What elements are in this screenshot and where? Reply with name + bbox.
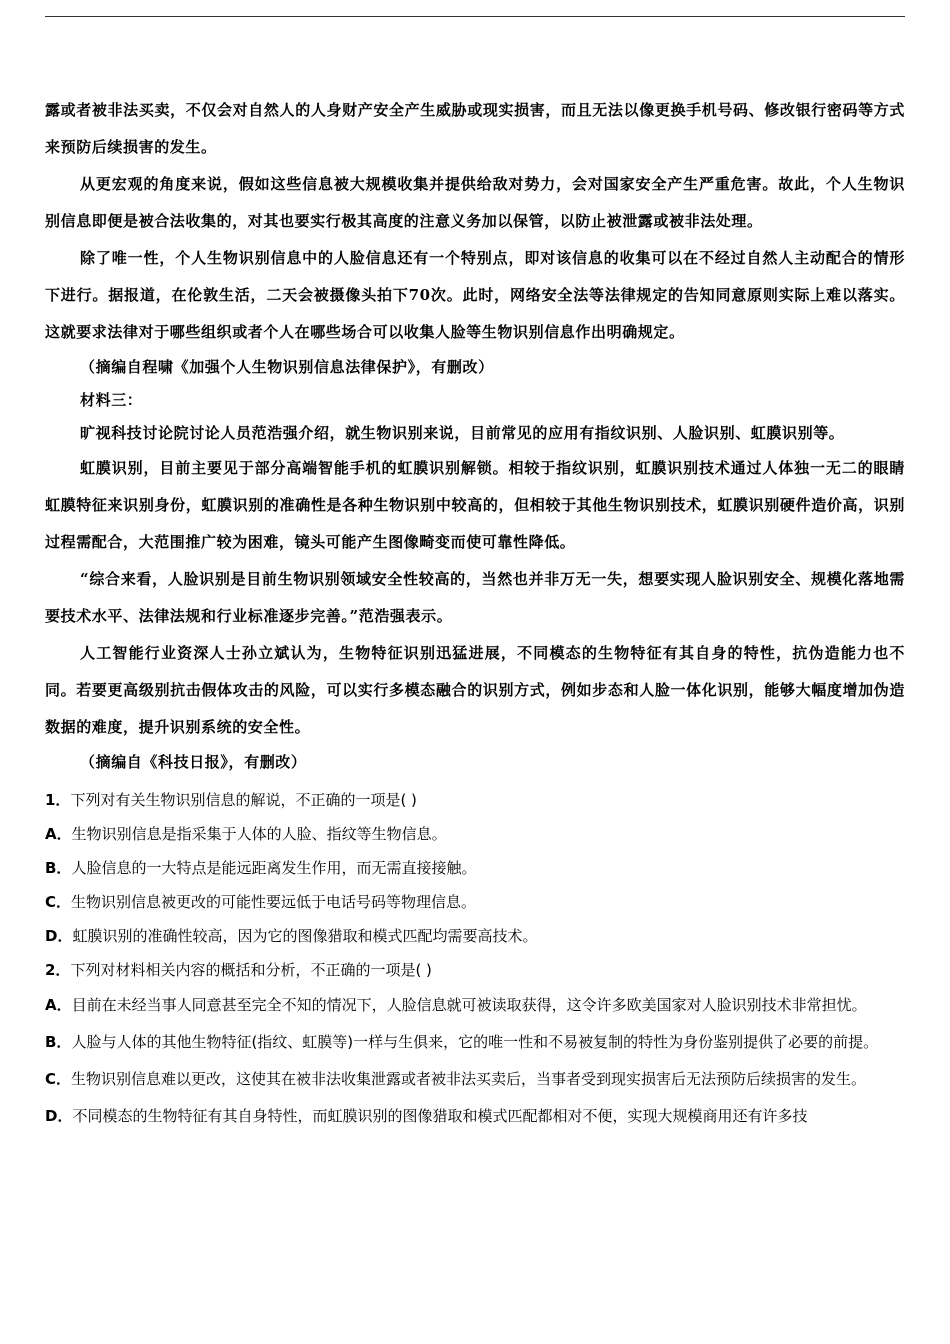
option-text: 目前在未经当事人同意甚至完全不知的情况下，人脸信息就可被读取获得，这令许多欧美国家对人脸识别技术非常担忧。: [71, 996, 867, 1014]
question-number: 2．: [45, 961, 71, 979]
question-1-option-a: [45, 817, 905, 851]
source-citation: （摘编自程啸《加强个人生物识别信息法律保护》，有删改）: [80, 358, 494, 376]
option-text: 生物识别信息被更改的可能性要远低于电话号码等物理信息。: [71, 893, 477, 911]
reading-passage: [45, 92, 905, 779]
option-mark: B．: [45, 1033, 72, 1051]
passage-paragraph: 人工智能行业资深人士孙立斌认为，生物特征识别迅猛进展，不同模态的生物特征有其自身的特性，抗伪造能力也不同。若要更高级别抗击假体攻击的风险，可以实行多模态融合的识别方式，例如步态和人脸一体化识别，能够大幅度增加伪造数据的难度，提升识别系统的安全性。: [45, 644, 905, 736]
question-section: [45, 783, 905, 1135]
question-1-option-c: [45, 885, 905, 919]
question-2-option-c: [45, 1061, 905, 1098]
option-text: 不同模态的生物特征有其自身特性，而虹膜识别的图像猎取和模式匹配都相对不便，实现大规模商用还有许多技: [72, 1107, 808, 1125]
question-2-option-d: [45, 1098, 905, 1135]
passage-paragraph: 露或者被非法买卖，不仅会对自然人的人身财产安全产生威胁或现实损害，而且无法以像更换手机号码、修改银行密码等方式来预防后续损害的发生。: [45, 101, 905, 156]
question-number: 1．: [45, 791, 71, 809]
question-2-stem: [45, 953, 905, 987]
question-2-option-b: [45, 1024, 905, 1061]
passage-paragraph: 旷视科技讨论院讨论人员范浩强介绍，就生物识别来说，目前常见的应用有指纹识别、人脸识别、虹膜识别等。: [80, 424, 845, 442]
passage-paragraph: 除了唯一性，个人生物识别信息中的人脸信息还有一个特别点，即对该信息的收集可以在不经过自然人主动配合的情形下进行。据报道，在伦敦生活，二天会被摄像头拍下70次。此时，网络安全法等法律规定的告知同意原则实际上难以落实。这就要求法律对于哪些组织或者个人在哪些场合可以收集人脸等生物识别信息作出明确规定。: [45, 249, 905, 341]
option-mark: B．: [45, 859, 72, 877]
option-mark: D．: [45, 1107, 73, 1125]
option-text: 生物识别信息难以更改，这使其在被非法收集泄露或者被非法买卖后，当事者受到现实损害后无法预防后续损害的发生。: [71, 1070, 867, 1088]
question-1-option-d: [45, 919, 905, 953]
option-mark: A．: [45, 825, 72, 843]
header-rule: [45, 16, 905, 17]
option-text: 人脸信息的一大特点是能远距离发生作用，而无需直接接触。: [71, 859, 477, 877]
material-heading: 材料三：: [80, 391, 143, 409]
option-text: 人脸与人体的其他生物特征(指纹、虹膜等)一样与生俱来，它的唯一性和不易被复制的特性为身份鉴别提供了必要的前提。: [71, 1033, 879, 1051]
passage-paragraph: 虹膜识别，目前主要见于部分高端智能手机的虹膜识别解锁。相较于指纹识别，虹膜识别技术通过人体独一无二的眼睛虹膜特征来识别身份，虹膜识别的准确性是各种生物识别中较高的，但相较于其他生物识别技术，虹膜识别硬件造价高，识别过程需配合，大范围推广较为困难，镜头可能产生图像畸变而使可靠性降低。: [45, 459, 905, 551]
option-mark: A．: [45, 996, 72, 1014]
passage-paragraph: 从更宏观的角度来说，假如这些信息被大规模收集并提供给敌对势力，会对国家安全产生严重危害。故此，个人生物识别信息即便是被合法收集的，对其也要实行极其高度的注意义务加以保管，以防止被泄露或被非法处理。: [45, 175, 905, 230]
question-text: 下列对材料相关内容的概括和分析，不正确的一项是( ): [70, 961, 432, 979]
option-mark: C．: [45, 893, 72, 911]
question-2-option-a: [45, 987, 905, 1024]
option-text: 生物识别信息是指采集于人体的人脸、指纹等生物信息。: [71, 825, 447, 843]
question-1-option-b: [45, 851, 905, 885]
option-mark: C．: [45, 1070, 72, 1088]
question-text: 下列对有关生物识别信息的解说，不正确的一项是( ): [70, 791, 417, 809]
option-text: 虹膜识别的准确性较高，因为它的图像猎取和模式匹配均需要高技术。: [72, 927, 538, 945]
option-mark: D．: [45, 927, 73, 945]
question-1-stem: [45, 783, 905, 817]
document-body: [45, 92, 905, 1135]
passage-paragraph: “综合来看，人脸识别是目前生物识别领域安全性较高的，当然也并非万无一失，想要实现人脸识别安全、规模化落地需要技术水平、法律法规和行业标准逐步完善。”范浩强表示。: [45, 570, 905, 625]
source-citation: （摘编自《科技日报》，有删改）: [80, 753, 307, 771]
